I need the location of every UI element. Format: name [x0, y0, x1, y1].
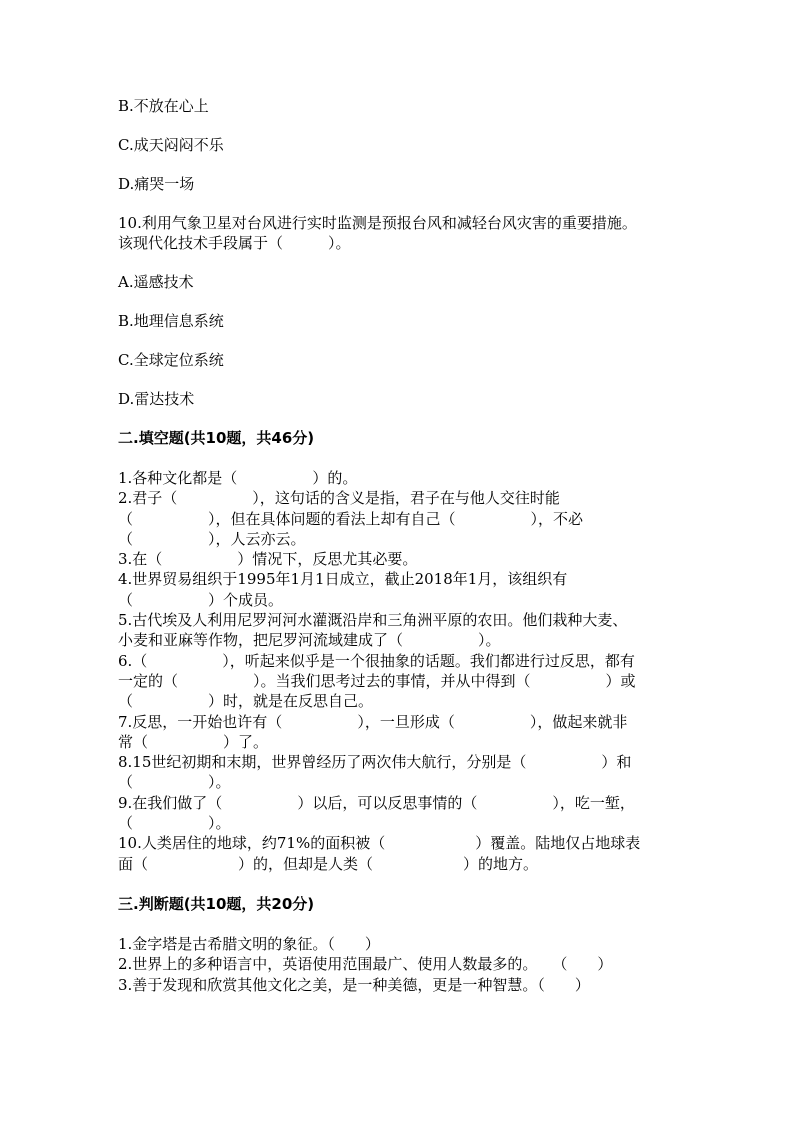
q10-option-a: A.遥感技术 [118, 273, 194, 291]
fill-in-line: 7.反思，一开始也许有（ ），一旦形成（ ），做起来就非 [118, 712, 628, 731]
fill-in-line: 1.各种文化都是（ ）的。 [118, 469, 358, 487]
q9-option-b: B.不放在心上 [118, 97, 209, 115]
fill-in-line: 4.世界贸易组织于1995年1月1日成立，截止2018年1月，该组织有 [118, 570, 568, 589]
fill-in-line: （ ），但在具体问题的看法上却有自己（ ），不必 [118, 509, 584, 528]
fill-in-line: （ ）。 [118, 814, 231, 833]
fill-in-questions [118, 468, 678, 874]
fill-in-line: 10.人类居住的地球，约71%的面积被（ ）覆盖。陆地仅占地球表 [118, 834, 641, 853]
fill-in-line: 3.在（ ）情况下，反思尤其必要。 [118, 550, 418, 569]
fill-in-line: （ ）个成员。 [118, 590, 284, 609]
fill-in-line: 小麦和亚麻等作物，把尼罗河流域建成了（ ）。 [118, 631, 501, 650]
judge-line: 1.金字塔是古希腊文明的象征。（ ） [118, 934, 380, 953]
fill-in-line: 面（ ）的，但却是人类（ ）的地方。 [118, 854, 539, 873]
section-fill-in [118, 428, 678, 874]
section-gap [118, 874, 678, 894]
q10-stem-line: 10.利用气象卫星对台风进行实时监测是预报台风和减轻台风灾害的重要措施。 [118, 214, 637, 232]
section-title-judge: 三.判断题(共10题，共20分) [118, 894, 315, 913]
fill-in-line: （ ）时，就是在反思自己。 [118, 692, 374, 711]
q9-option-d: D.痛哭一场 [118, 175, 195, 193]
fill-in-line: 2.君子（ ），这句话的含义是指，君子在与他人交往时能 [118, 489, 560, 508]
exam-page [118, 96, 678, 995]
judge-questions [118, 934, 678, 995]
section-title-fill-in: 二.填空题(共10题，共46分) [118, 429, 315, 447]
fill-in-line: 9.在我们做了（ ）以后，可以反思事情的（ ），吃一堑， [118, 793, 635, 812]
fill-in-line: 6.（ ），听起来似乎是一个很抽象的话题。我们都进行过反思，都有 [118, 651, 635, 670]
fill-in-line: 一定的（ ）。当我们思考过去的事情，并从中得到（ ）或 [118, 671, 636, 690]
q10-option-d: D.雷达技术 [118, 390, 195, 408]
judge-line: 2.世界上的多种语言中，英语使用范围最广、使用人数最多的。 （ ） [118, 955, 613, 974]
q9-options [118, 96, 678, 194]
judge-line: 3.善于发现和欣赏其他文化之美，是一种美德，更是一种智慧。（ ） [118, 975, 590, 994]
fill-in-line: 5.古代埃及人利用尼罗河河水灌溉沿岸和三角洲平原的农田。他们栽种大麦、 [118, 611, 628, 630]
fill-in-line: 8.15世纪初期和末期，世界曾经历了两次伟大航行，分别是（ ）和 [118, 753, 632, 772]
q10-stem [118, 213, 678, 253]
q10-option-b: B.地理信息系统 [118, 312, 224, 330]
q10-option-c: C.全球定位系统 [118, 351, 224, 369]
q9-option-c: C.成天闷闷不乐 [118, 136, 224, 154]
section-judge [118, 894, 678, 995]
fill-in-line: （ ），人云亦云。 [118, 529, 306, 548]
fill-in-line: （ ）。 [118, 773, 231, 792]
q10-stem-line: 该现代化技术手段属于（ ）。 [118, 234, 351, 252]
q10 [118, 213, 678, 409]
fill-in-line: 常（ ）了。 [118, 732, 269, 751]
